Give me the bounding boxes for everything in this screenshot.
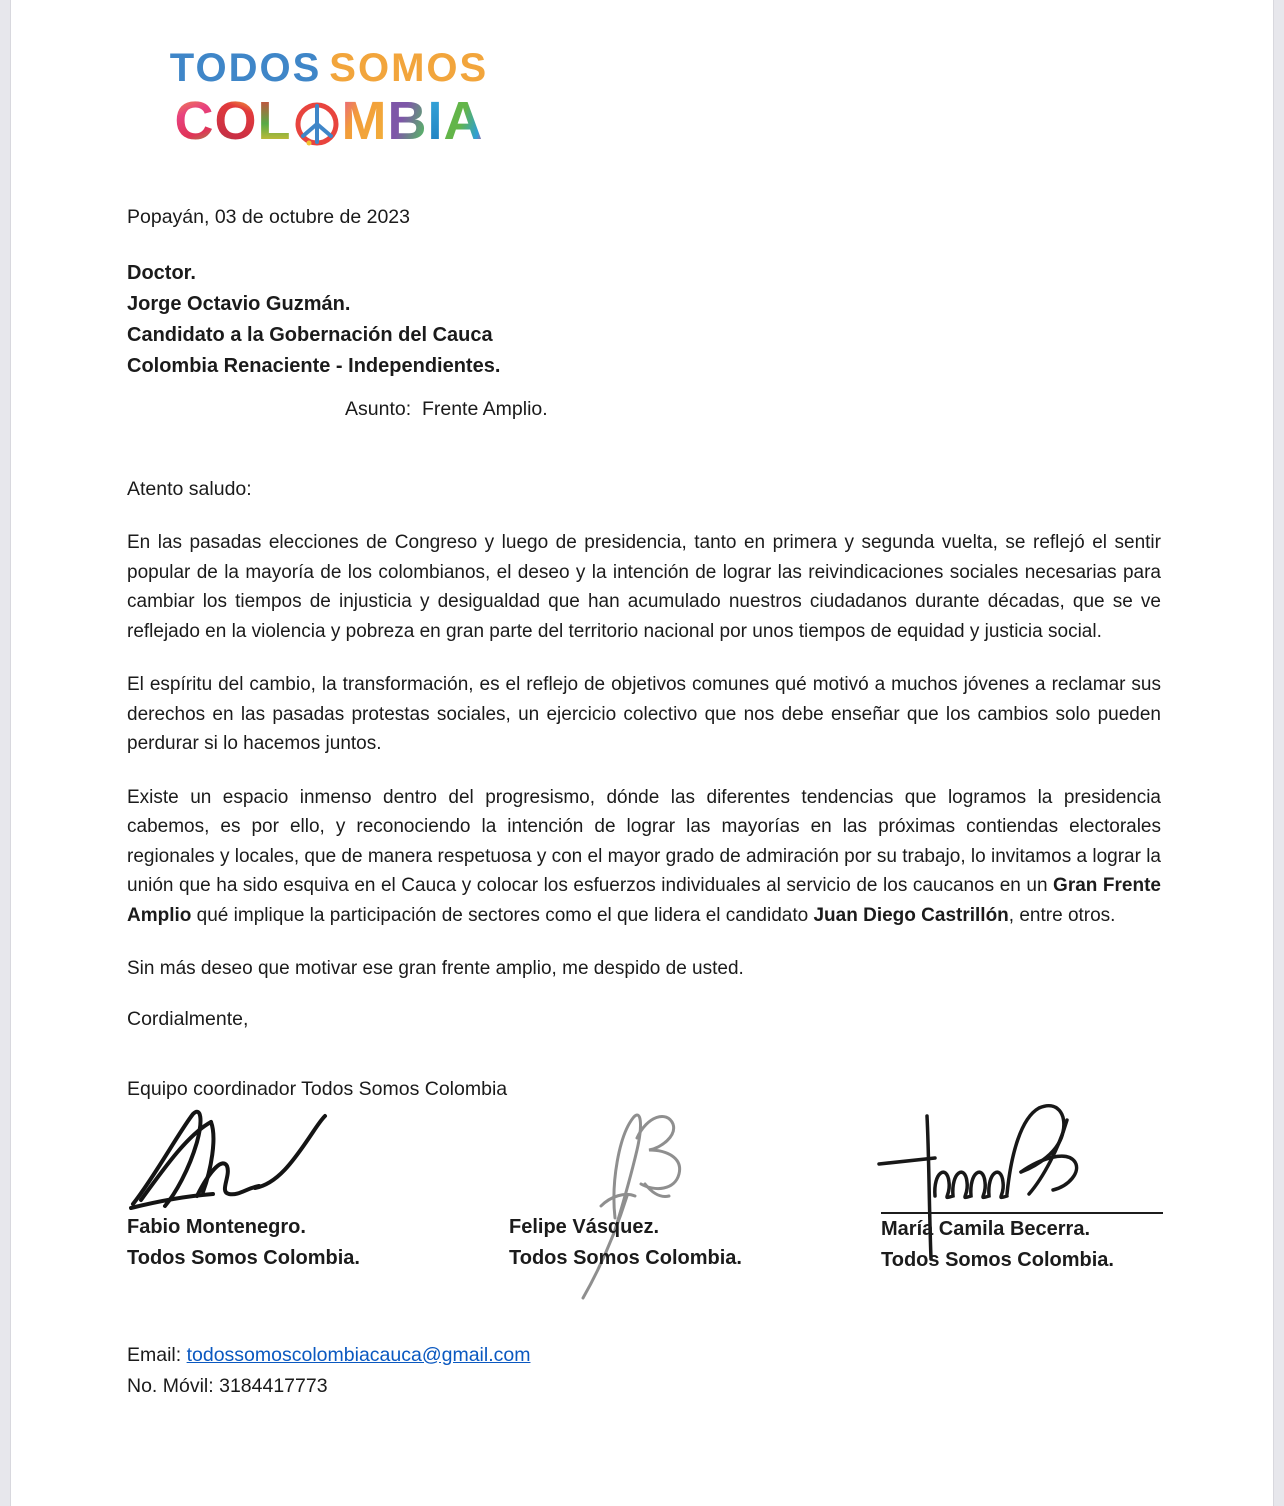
mobile-line: No. Móvil: 3184417773 [127, 1374, 328, 1397]
date-line: Popayán, 03 de octubre de 2023 [127, 206, 410, 228]
email-link[interactable]: todossomoscolombiacauca@gmail.com [186, 1343, 531, 1366]
signer-name: Felipe Vásquez. [509, 1215, 660, 1238]
bold-gran-frente-amplio: Gran Frente Amplio [127, 875, 1161, 926]
signature-block-felipe-vasquez [509, 1112, 759, 1276]
signer-name: María Camila Becerra. [881, 1212, 1163, 1245]
signature-row [127, 1112, 1273, 1276]
recipient-line-role: Candidato a la Gobernación del Cauca [127, 324, 493, 346]
logo-letter-c: C [174, 91, 215, 151]
signature-block-fabio-montenegro [127, 1112, 427, 1276]
team-line: Equipo coordinador Todos Somos Colombia [127, 1077, 508, 1100]
footer-contact [127, 1340, 1161, 1402]
signature-block-maria-camila-becerra [881, 1112, 1163, 1276]
logo-letter-i: I [427, 91, 444, 151]
logo-letter-b: B [387, 91, 428, 151]
paragraph-2: El espíritu del cambio, la transformación, es el reflejo de objetivos comunes qué motivó a muchos jóvenes a reclamar sus derechos en las pasadas protestas sociales, un ejercicio colectivo que nos debe enseñar que los cambios solo pueden perdurar si lo hacemos juntos. [127, 674, 1161, 754]
paragraph-1: En las pasadas elecciones de Congreso y luego de presidencia, tanto en primera y segunda vuelta, se reflejó el sentir popular de la mayoría de los colombianos, el deseo y la intención de lograr las reivindicaciones sociales necesarias para cambiar los tiempos de injusticia y desigualdad que han acumulado nuestros ciudadanos durante décadas, que se ve reflejado en la violencia y pobreza en gran parte del territorio nacional por unos tiempos de equidad y justicia social. [127, 532, 1161, 642]
logo-word-todos: TODOS [169, 46, 322, 90]
recipient-line-party: Colombia Renaciente - Independientes. [127, 355, 501, 377]
bold-juan-diego-castrillon: Juan Diego Castrillón [813, 904, 1009, 926]
logo-letter-l: L [257, 91, 292, 151]
logo-title-line1 [129, 48, 529, 92]
logo-wordmark-colombia [129, 92, 529, 150]
signer-name: Fabio Montenegro. [127, 1215, 306, 1238]
signer-org: Todos Somos Colombia. [509, 1246, 742, 1269]
logo-letter-m: M [341, 91, 388, 151]
recipient-line-name: Jorge Octavio Guzmán. [127, 293, 351, 315]
signature-maria-camila-becerra-handwriting [881, 1112, 1163, 1212]
paragraph-4: Sin más deseo que motivar ese gran frente amplio, me despido de usted. [127, 958, 744, 979]
closing-line: Cordialmente, [127, 1007, 249, 1030]
salutation: Atento saludo: [127, 478, 252, 500]
logo [129, 48, 529, 150]
paragraph-3-text: Existe un espacio inmenso dentro del progresismo, dónde las diferentes tendencias que logramos la presidencia cabemos, es por ello, y reconociendo la intención de lograr las mayorías en las próximas contiendas electorales regionales y locales, que de manera respetuosa y con el mayor grado de admiración por su trabajo, lo invitamos a lograr la unión que ha sido esquiva en el Cauca y colocar los esfuerzos individuales al servicio de los caucanos en un [127, 786, 1161, 896]
letter-page [10, 0, 1274, 1506]
signer-org: Todos Somos Colombia. [127, 1246, 360, 1269]
paragraph-3 [127, 783, 1161, 931]
logo-letter-o: O [214, 91, 258, 151]
logo-word-somos: SOMOS [329, 46, 489, 90]
email-line [127, 1340, 1161, 1371]
email-label: Email: [127, 1343, 187, 1366]
recipient-line-title: Doctor. [127, 262, 196, 284]
paragraph-3-text: , entre otros. [1008, 904, 1116, 926]
subject-line: Asunto: Frente Amplio. [345, 398, 548, 420]
signature-felipe-vasquez-handwriting [509, 1112, 759, 1212]
signer-org: Todos Somos Colombia. [881, 1248, 1114, 1271]
peace-sign-icon [293, 100, 341, 148]
recipient-block [127, 258, 1161, 382]
paragraph-3-text: qué implique la participación de sectores como el que lidera el candidato [191, 904, 814, 926]
logo-letter-a: A [443, 91, 484, 151]
signature-fabio-montenegro-handwriting [127, 1112, 427, 1212]
